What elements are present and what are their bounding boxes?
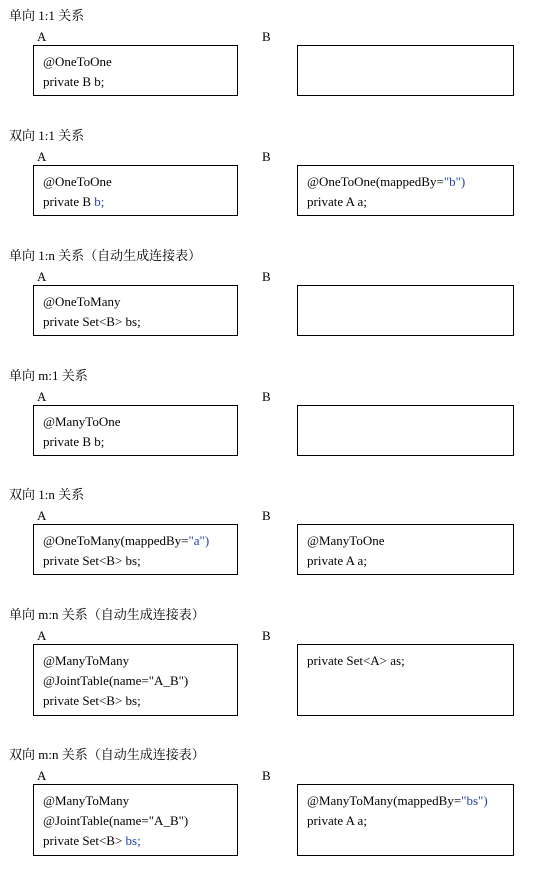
code-line	[43, 531, 228, 551]
entity-b-label: B	[262, 508, 271, 523]
entity-a-label: A	[37, 508, 47, 523]
code-text: private A a;	[307, 813, 367, 828]
entity-b-box	[297, 285, 514, 336]
section-bi-one-to-many	[0, 486, 556, 606]
section-uni-many-to-many	[0, 606, 556, 726]
entity-a-box	[33, 405, 238, 456]
code-text: @ManyToOne	[43, 414, 121, 429]
code-line	[43, 831, 228, 851]
entity-a-box	[33, 165, 238, 216]
section-title: 单向 1:1 关系	[9, 8, 85, 23]
entity-b-label: B	[262, 768, 271, 783]
code-text: private Set<A> as;	[307, 653, 405, 668]
entity-a-label: A	[37, 29, 47, 44]
section-title: 双向 m:n 关系（自动生成连接表）	[9, 747, 205, 762]
section-uni-many-to-one	[0, 367, 556, 487]
section-title: 双向 1:1 关系	[9, 128, 85, 143]
code-text: @ManyToMany	[43, 653, 130, 668]
code-value: "a")	[188, 533, 210, 548]
code-line	[43, 691, 228, 711]
entity-a-label: A	[37, 768, 47, 783]
code-line	[43, 192, 228, 212]
code-line	[43, 791, 228, 811]
entity-b-label: B	[262, 389, 271, 404]
code-text: @JointTable(name="A_B")	[43, 673, 189, 688]
entity-a-box	[33, 524, 238, 575]
code-value: bs;	[125, 833, 141, 848]
section-bi-one-to-one	[0, 127, 556, 247]
entity-a-label: A	[37, 149, 47, 164]
section-title: 双向 1:n 关系	[9, 487, 85, 502]
entity-a-label: A	[37, 269, 47, 284]
code-line	[307, 531, 504, 551]
code-text: private Set<B> bs;	[43, 553, 141, 568]
entity-a-box	[33, 285, 238, 336]
code-line	[307, 791, 504, 811]
entity-b-label: B	[262, 269, 271, 284]
code-line	[43, 312, 228, 332]
code-text: private A a;	[307, 553, 367, 568]
entity-a-box	[33, 45, 238, 96]
code-text: private A a;	[307, 194, 367, 209]
code-line	[307, 551, 504, 571]
code-line	[307, 811, 504, 831]
code-line	[307, 172, 504, 192]
code-text: private Set<B>	[43, 833, 126, 848]
code-line	[43, 811, 228, 831]
code-text: @OneToOne(mappedBy=	[307, 174, 444, 189]
code-text: @JointTable(name="A_B")	[43, 813, 189, 828]
section-bi-many-to-many	[0, 746, 556, 866]
code-text: private Set<B> bs;	[43, 314, 141, 329]
entity-a-label: A	[37, 389, 47, 404]
code-line	[43, 52, 228, 72]
code-line	[43, 412, 228, 432]
code-line	[307, 192, 504, 212]
code-text: @OneToOne	[43, 174, 112, 189]
entity-b-label: B	[262, 149, 271, 164]
code-text: @ManyToOne	[307, 533, 385, 548]
code-value: b;	[94, 194, 105, 209]
code-text: private B b;	[43, 434, 105, 449]
code-text: @ManyToMany(mappedBy=	[307, 793, 462, 808]
entity-a-label: A	[37, 628, 47, 643]
code-text: private B b;	[43, 74, 105, 89]
code-text: @OneToMany	[43, 294, 121, 309]
entity-b-box	[297, 405, 514, 456]
code-text: @ManyToMany	[43, 793, 130, 808]
code-text: private Set<B> bs;	[43, 693, 141, 708]
code-line	[43, 651, 228, 671]
entity-b-box	[297, 644, 514, 716]
entity-b-box	[297, 784, 514, 856]
code-line	[43, 432, 228, 452]
entity-b-box	[297, 165, 514, 216]
entity-b-label: B	[262, 29, 271, 44]
entity-b-label: B	[262, 628, 271, 643]
section-title: 单向 m:n 关系（自动生成连接表）	[9, 607, 205, 622]
code-line	[43, 172, 228, 192]
code-line	[43, 671, 228, 691]
entity-b-box	[297, 524, 514, 575]
section-title: 单向 m:1 关系	[9, 368, 88, 383]
code-line	[43, 72, 228, 92]
code-text: @OneToMany(mappedBy=	[43, 533, 189, 548]
code-line	[43, 292, 228, 312]
code-value: "b")	[443, 174, 466, 189]
entity-a-box	[33, 644, 238, 716]
section-uni-one-to-many	[0, 247, 556, 367]
code-line	[307, 651, 504, 671]
section-uni-one-to-one	[0, 7, 556, 127]
code-text: private B	[43, 194, 95, 209]
entity-b-box	[297, 45, 514, 96]
section-title: 单向 1:n 关系（自动生成连接表）	[9, 248, 202, 263]
entity-a-box	[33, 784, 238, 856]
code-text: @OneToOne	[43, 54, 112, 69]
code-value: "bs")	[461, 793, 488, 808]
code-line	[43, 551, 228, 571]
